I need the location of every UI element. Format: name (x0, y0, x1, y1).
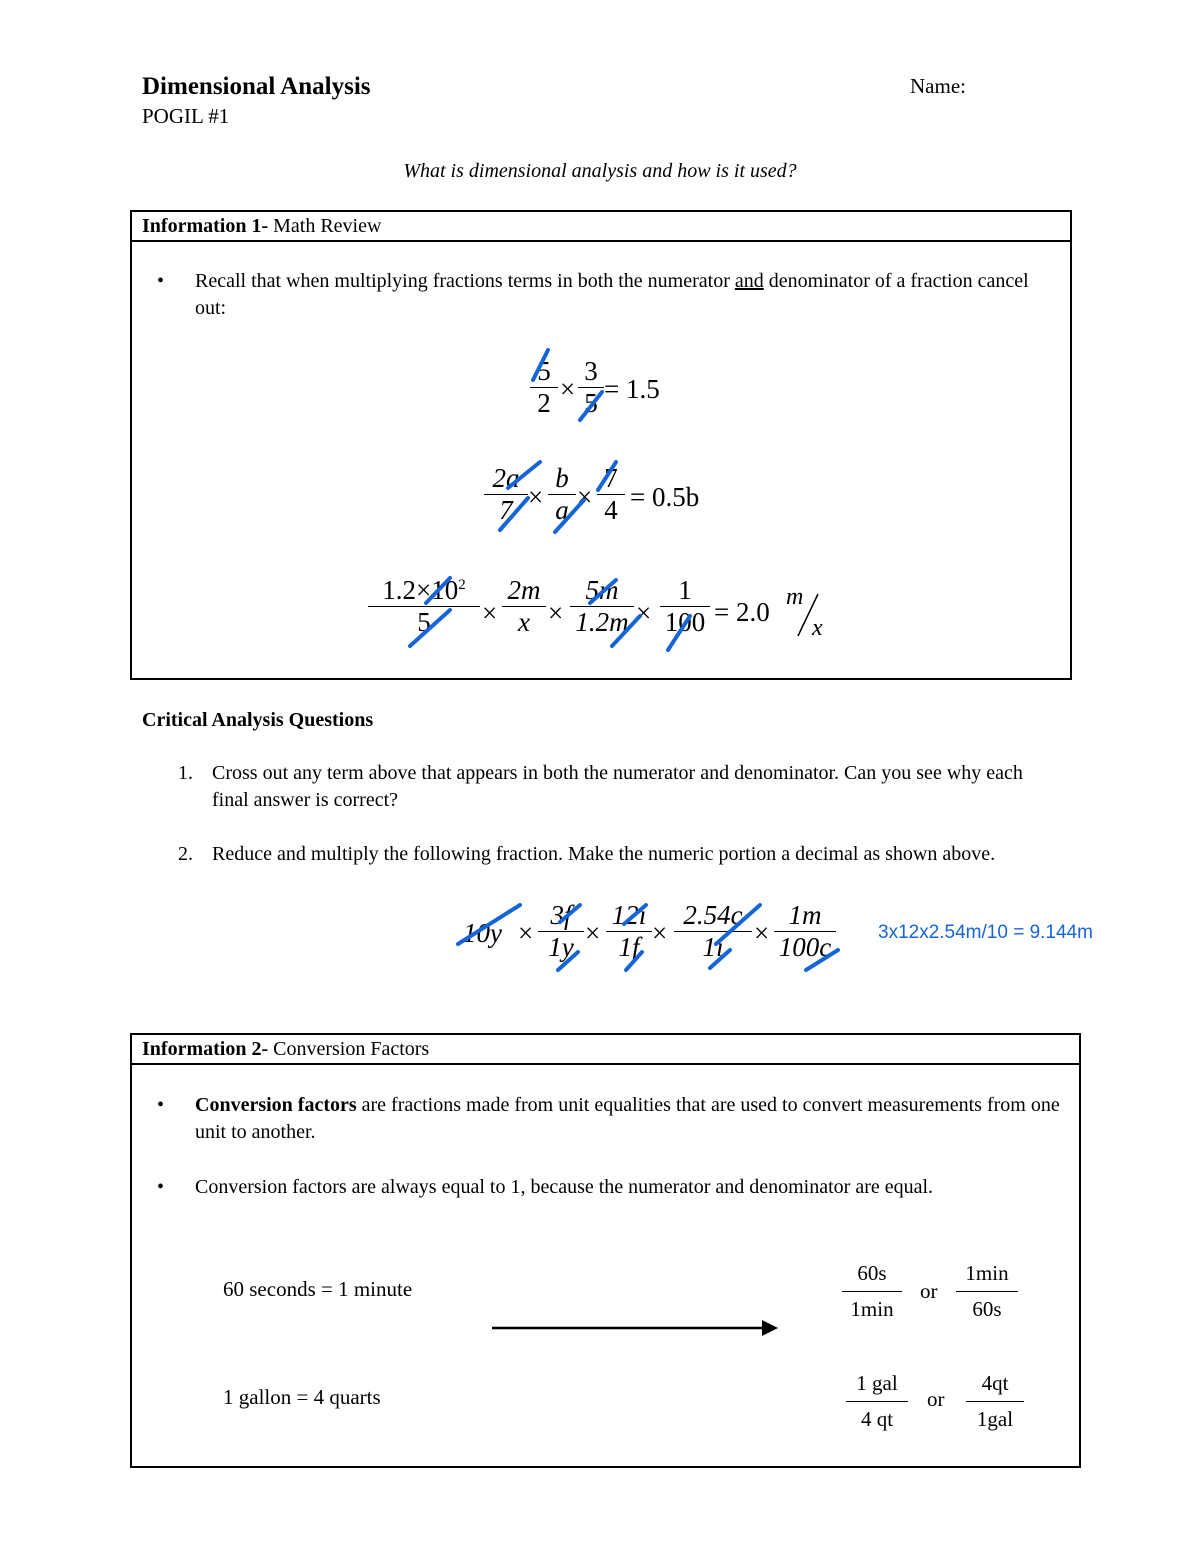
q2-frac-2: 3f 1y (538, 900, 584, 963)
eq2-frac-3: 7 4 (597, 463, 625, 526)
seconds-equality: 60 seconds = 1 minute (223, 1277, 413, 1301)
eq2-frac-2: b a (548, 463, 576, 526)
eq2-result: = 0.5b (630, 482, 700, 512)
eq2-frac-1: 2a 7 (484, 463, 528, 526)
eq3-frac-4: 1 100 (660, 575, 710, 638)
q2-frac-3: 12i 1f (606, 900, 652, 963)
times-sign: × (652, 918, 668, 948)
document-title: Dimensional Analysis (142, 73, 371, 100)
info2-bullet-2: • Conversion factors are always equal to 1, because the numerator and denominator are equal. (195, 1174, 1065, 1201)
bullet-dot-icon: • (157, 270, 165, 292)
info1-heading-bold: Information 1- (142, 215, 269, 237)
guiding-question: What is dimensional analysis and how is it used? (403, 160, 797, 182)
q1-text: Cross out any term above that appears in both the numerator and denominator. Can you see why each final answer is correct? (212, 762, 1023, 811)
or-label: or (927, 1387, 945, 1411)
info2-heading-bold: Information 2- (142, 1038, 269, 1060)
document-subtitle: POGIL #1 (142, 104, 230, 128)
times-sign: × (482, 598, 498, 628)
q2-term-1: 10y (463, 918, 502, 948)
bullet-dot-icon: • (157, 1176, 165, 1198)
critical-heading: Critical Analysis Questions (142, 709, 374, 731)
times-sign: × (577, 482, 593, 512)
factor-60s-per-min: 60s 1min (842, 1260, 902, 1323)
name-label: Name: (910, 74, 966, 98)
eq3-frac-3: 5m 1.2m (570, 575, 634, 638)
gallon-equality: 1 gallon = 4 quarts (223, 1385, 381, 1409)
times-sign: × (518, 918, 534, 948)
eq1-frac-1: 5 2 (530, 356, 558, 419)
times-sign: × (585, 918, 601, 948)
q1-number: 1. (178, 762, 193, 784)
eq1-result: = 1.5 (604, 374, 660, 404)
info2-bullet-1: • Conversion factors are fractions made from unit equalities that are used to convert measurements from one unit to another. (157, 1094, 1060, 1143)
times-sign: × (528, 482, 544, 512)
q2-number: 2. (178, 843, 193, 865)
eq3-result-den: x (812, 615, 823, 641)
times-sign: × (560, 374, 576, 404)
factor-gal-per-qt: 1 gal 4 qt (846, 1370, 908, 1433)
q2-frac-5: 1m 100c (774, 900, 836, 963)
q2-frac-4: 2.54c 1i (674, 900, 752, 963)
info2-heading-rest: Conversion Factors (268, 1038, 430, 1060)
eq3-result: = 2.0 (714, 597, 770, 627)
handwritten-answer: 3x12x2.54m/10 = 9.144m (878, 922, 1093, 943)
eq1-frac-2: 3 5 (578, 356, 604, 419)
factor-min-per-60s: 1min 60s (956, 1260, 1018, 1323)
q2-text: Reduce and multiply the following fraction. Make the numeric portion a decimal as shown above. (212, 843, 996, 865)
factor-qt-per-gal: 4qt 1gal (966, 1370, 1024, 1433)
times-sign: × (636, 598, 652, 628)
eq3-result-num: m (786, 584, 804, 610)
times-sign: × (754, 918, 770, 948)
bullet-dot-icon: • (157, 1094, 165, 1116)
eq3-frac-2: 2m x (502, 575, 546, 638)
info1-heading-rest: Math Review (268, 215, 382, 237)
or-label: or (920, 1279, 938, 1303)
eq3-frac-1: $1.2\times 10^2$ 5 (368, 575, 480, 638)
times-sign: × (548, 598, 564, 628)
info1-bullet: • Recall that when multiplying fractions terms in both the numerator and denominator of a fraction cancel out: (157, 270, 1029, 319)
